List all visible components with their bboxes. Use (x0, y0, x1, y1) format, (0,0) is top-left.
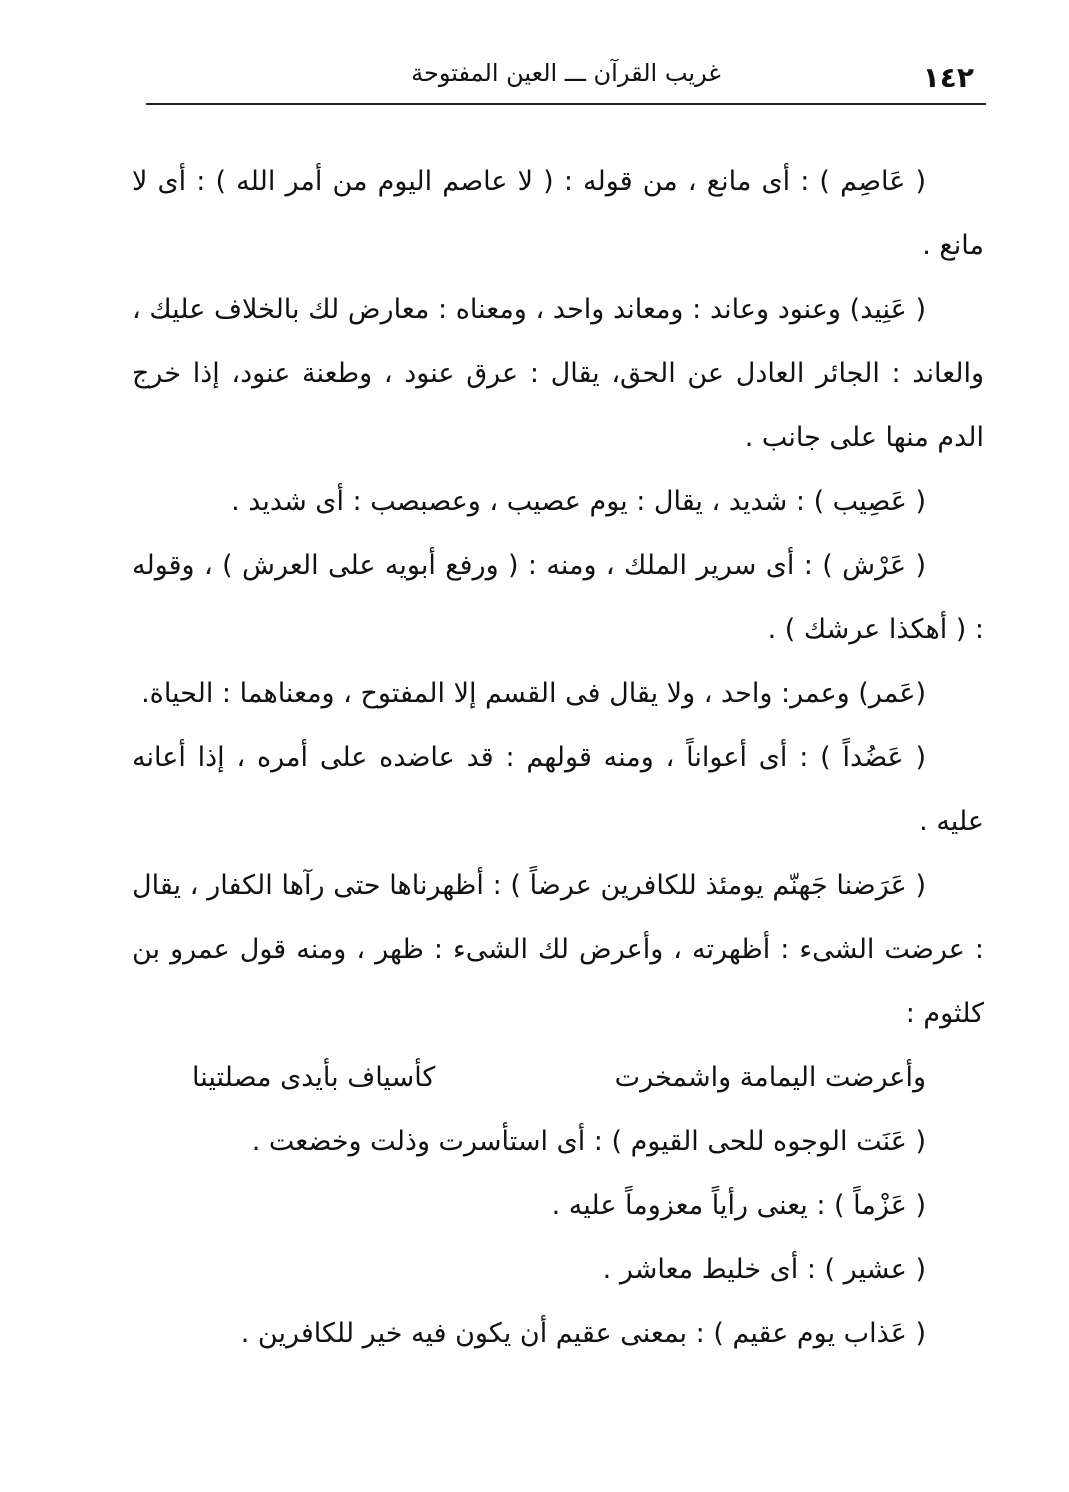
entry-aradna: ( عَرَضنا جَهنّم يومئذ للكافرين عرضاً ) : أظهرناها حتى رآها الكفار ، يقال : عرضت الشىء : أظهرته ، وأعرض لك الشىء : ظهر ، ومنه قول عمرو بن كلثوم : (132, 870, 984, 1029)
poetry-verse (132, 1046, 984, 1110)
entry-asim: ( عَاصِم ) : أى مانع ، من قوله : ( لا عاصم اليوم من أمر الله ) : أى لا مانع . (132, 166, 984, 261)
verse-first-hemistich: وأعرضت اليمامة واشمخرت (614, 1062, 926, 1093)
entry-adhab: ( عَذاب يوم عقيم ) : بمعنى عقيم أن يكون فيه خير للكافرين . (240, 1318, 926, 1349)
entry-arsh: ( عَرْش ) : أى سرير الملك ، ومنه : ( ورفع أبويه على العرش ) ، وقوله : ( أهكذا عرشك ) . (132, 550, 984, 645)
entry-asib: ( عَصِيب ) : شديد ، يقال : يوم عصيب ، وعصبصب : أى شديد . (231, 486, 926, 517)
entry-amr: (عَمر) وعمر: واحد ، ولا يقال فى القسم إلا المفتوح ، ومعناهما : الحياة. (141, 678, 926, 709)
page-number: ١٤٢ (922, 61, 974, 94)
page-header (146, 55, 986, 103)
entry-adud: ( عَضُداً ) : أى أعواناً ، ومنه قولهم : قد عاضده على أمره ، إذا أعانه عليه . (132, 742, 984, 837)
page-body (132, 150, 984, 1366)
entry-ashir: ( عشير ) : أى خليط معاشر . (602, 1254, 926, 1285)
verse-second-hemistich: كأسياف بأيدى مصلتينا (192, 1062, 436, 1093)
entry-anid: ( عَنِيد) وعنود وعاند : ومعاند واحد ، ومعناه : معارض لك بالخلاف عليك ، والعاند : الجائر العادل عن الحق، يقال : عرق عنود ، وطعنة عنود، إذا خرج الدم منها على جانب . (132, 294, 984, 453)
header-rule (146, 103, 986, 105)
running-title: غريب القرآن ـــ العين المفتوحة (411, 59, 721, 87)
entry-azm: ( عَزْماً ) : يعنى رأياً معزوماً عليه . (551, 1190, 926, 1221)
entry-anat: ( عَنَت الوجوه للحى القيوم ) : أى استأسرت وذلت وخضعت . (251, 1126, 926, 1157)
